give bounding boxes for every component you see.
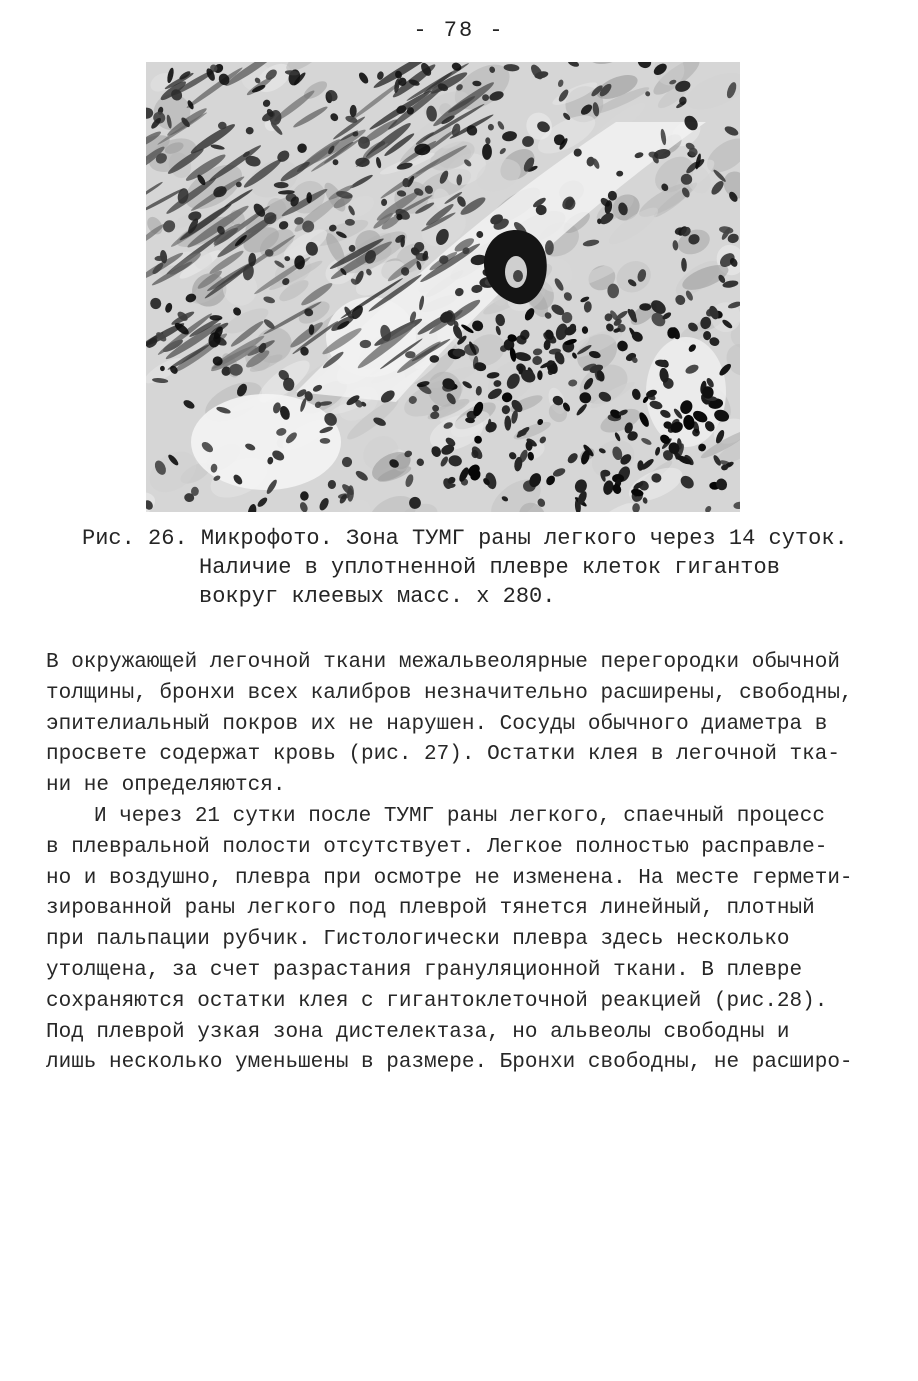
text-line: при пальпации рубчик. Гистологически плевра здесь несколько	[46, 928, 790, 952]
page-number: - 78 -	[413, 18, 505, 43]
caption-line: Рис. 26. Микрофото. Зона ТУМГ раны легкого через 14 суток.	[82, 526, 848, 551]
micrograph-figure	[146, 62, 740, 512]
figure-caption	[82, 524, 872, 611]
text-line: сохраняются остатки клея с гигантоклеточной реакцией (рис.28).	[46, 989, 828, 1013]
text-line: просвете содержат кровь (рис. 27). Остатки клея в легочной тка-	[46, 743, 840, 767]
text-line: лишь несколько уменьшены в размере. Бронхи свободны, не расширо-	[46, 1051, 853, 1075]
text-line: В окружающей легочной ткани межальвеолярные перегородки обычной	[46, 651, 840, 674]
text-line: И через 21 сутки после ТУМГ раны легкого, спаечный процесс	[94, 804, 825, 828]
text-line: Под плеврой узкая зона дистелектаза, но альвеолы свободны и	[46, 1020, 790, 1044]
text-line: ни не определяются.	[46, 774, 286, 798]
micrograph-image	[146, 62, 740, 512]
caption-line: Наличие в уплотненной плевре клеток гигантов	[199, 555, 780, 580]
text-line: утолщена, за счет разрастания грануляционной ткани. В плевре	[46, 958, 803, 982]
body-text	[46, 648, 886, 1079]
caption-line: вокруг клеевых масс. х 280.	[199, 584, 556, 609]
text-line: но и воздушно, плевра при осмотре не изменена. На месте гермети-	[46, 866, 853, 890]
text-line: эпителиальный покров их не нарушен. Сосуды обычного диаметра в	[46, 712, 828, 736]
text-line: зированной раны легкого под плеврой тянется линейный, плотный	[46, 897, 815, 921]
text-line: в плевральной полости отсутствует. Легкое полностью расправле-	[46, 835, 828, 859]
text-line: толщины, бронхи всех калибров незначительно расширены, свободны,	[46, 681, 853, 705]
